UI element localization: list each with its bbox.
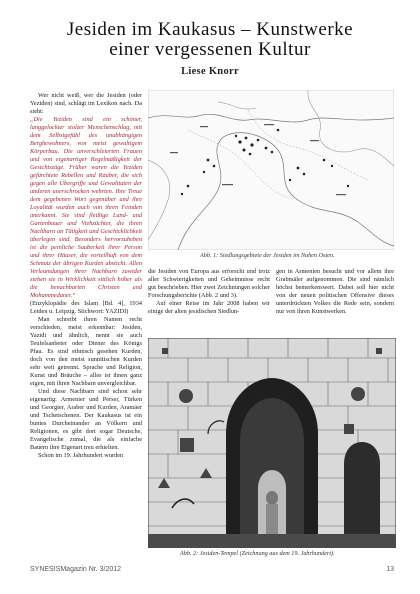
drawing-caption: Abb. 2: Jesiden-Tempel (Zeichnung aus dem 19. Jahrhundert).: [180, 550, 335, 557]
temple-drawing-figure: [148, 338, 396, 548]
paragraph: Wer nicht weiß, wer die Jesiden (oder Yeziden) sind, schlägt im Lexikon nach. Da steht:: [30, 92, 142, 115]
article-title-line1: Jesiden im Kaukasus – Kunstwerke: [66, 19, 354, 40]
text-column-3: [276, 268, 394, 316]
magazine-issue: SYNESISMagazin Nr. 3/2012: [30, 566, 122, 573]
quote-reference: (Enzyklopädie des Islam [Bd. 4], 1934 Leiden u. Leipzig. Stichwort: YAZIDI): [30, 300, 142, 315]
text-column-1: [30, 92, 142, 460]
paragraph: Man schreibt ihren Namen recht verschieden, meist erkennbar: Jesiden, Yazidi und ähnlich, nennt sie auch Teufelsanbeter oder Diener des Königs Pfau. Es sind ethnisch gesehen Kurden, doch von den meist sunnitischen Kurden sehr weit getrennt. Sprache und Religion, Kunst und Bräuche – alles ist ihnen ganz eigen, mit ihren Nachbarn unvergleichbar.: [30, 316, 142, 387]
text-column-2: [148, 268, 270, 316]
paragraph: gen in Armenien besucht und vor allem ihre Grabmäler aufgenommen. Die sind nämlich höchst bemerkenswert. Dabei soll hier nicht von der neuen politischen Offensive dieses unterdrückten Volkes die Rede sein, sondern nur von ihren Kunstwerken.: [276, 268, 394, 315]
article-title-line2: einer vergessenen Kultur: [109, 39, 311, 60]
paragraph: Schon im 19. Jahrhundert wurden: [38, 452, 124, 459]
paragraph: Auf einer Reise im Jahr 2008 haben wir einige der alten jesidischen Siedlun-: [148, 300, 270, 315]
lexicon-quote: „Die Yeziden sind ein schöner, langgelockter stolzer Menschenschlag, mit dem Selbstgefühl des unabhängigen Berghewohners, von meist gewaltigem Körperbau. Die unverschleierten Frauen und von eigenartiger Regelmäßigkeit der Gesichtszüge. Früher waren die Yeziden gefürchtete Rebellen und Räuber, die sich gegen alle Übergriffe und Gewalttaten der anderen unerschrocken wehrten. Ihre Treue dem gegebenen Wort gegenüber und ihre Loyalität wurden auch von ihren Feinden anerkannt. Sie sind fleißige Land- und Gartenbauer und Viehzüchter, die ihren Nachbarn an Tätigkeit und Geschicklichkeit überlegen sind. Besonders hervorzuheben ist die peinliche Sauberkeit ihrer Person und ihrer Häuser, die vorteilhaft von dem Schmutz der übrigen Kurden absticht. Allen Verleumdungen ihrer Nachbarn zuwider stehen sie in Wirklichkeit sittlich höher als die benachbarten Christen und Mohammedaner.“: [30, 116, 142, 299]
page-footer: [30, 566, 394, 573]
paragraph: die Jesiden von Europa aus erforscht und trotz aller Schwierigkeiten und Geheimnisse recht gut beschrieben. Hier zwei Zeichnungen solcher Forschungsberichte (Abb. 2 und 3).: [148, 268, 270, 299]
page-number: 13: [386, 566, 394, 573]
map-caption: Abb. 1: Siedlungsgebiete der Jesiden im Nahen Osten.: [200, 252, 335, 259]
article-author: Liese Knorr: [181, 66, 239, 77]
settlement-map-figure: [148, 90, 394, 250]
paragraph: Und diese Nachbarn sind schon sehr eigenartig: Armenier und Perser, Türken und Georgier, Araber und Kurden, Aramäer und Tschetschenen. Der Kaukasus ist ein buntes Durcheinander an Völkern und Religionen, es gibt dort sogar Deutsche, Evangelische zumal, die als einfache Bauern ihre Eigenart treu erhielten.: [30, 388, 142, 451]
